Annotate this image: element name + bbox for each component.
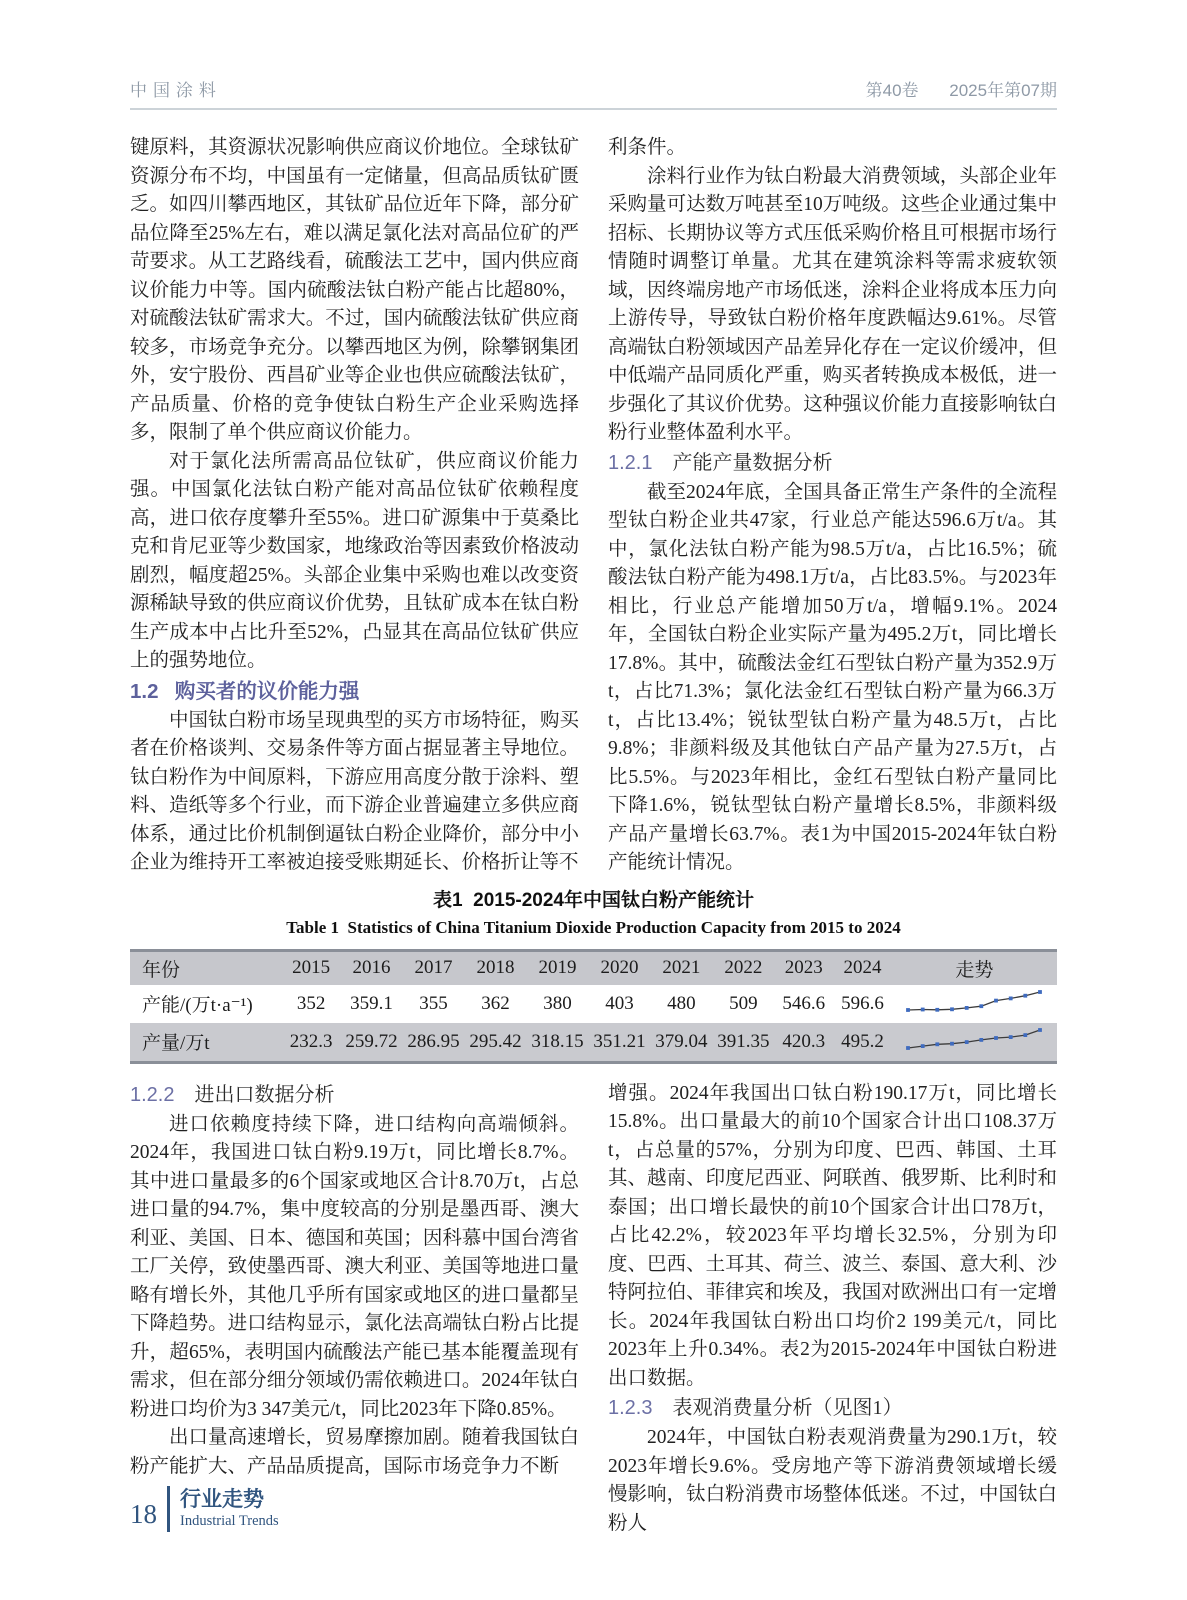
table-col-header: 2017 (414, 957, 453, 978)
table-cell: 509 (729, 992, 758, 1014)
paragraph: 中国钛白粉市场呈现典型的买方市场特征，购买者在价格谈判、交易条件等方面占据显著主导地位。钛白粉作为中间原料，下游应用高度分散于涂料、塑料、造纸等多个行业，而下游企业普遍建立多供应商体系，通过比价机制倒逼钛白粉企业降价，部分中小企业为维持开工率被迫接受账期延长、价格折让等不 (130, 709, 579, 873)
table-body (130, 985, 1057, 1063)
volume-label: 第40卷 (865, 81, 919, 100)
heading-number: 1.2.2 (130, 1083, 175, 1106)
page-footer (130, 1486, 279, 1532)
header-rule (130, 108, 1057, 110)
table-cell: 351.21 (593, 1030, 646, 1052)
table-col-header: 2018 (476, 957, 515, 978)
column-left (130, 1080, 579, 1539)
table-col-header: 2016 (352, 957, 391, 978)
table-row-label: 产能/(万t·a⁻¹) (142, 995, 253, 1016)
table-cell: 403 (605, 992, 634, 1014)
table-cell: 391.35 (717, 1030, 770, 1052)
table-cell: 495.2 (841, 1030, 884, 1052)
paragraph: 对于氯化法所需高品位钛矿，供应商议价能力强。中国氯化法钛白粉产能对高品位钛矿依赖程度高，进口依存度攀升至55%。进口矿源集中于莫桑比克和肯尼亚等少数国家，地缘政治等因素致价格波动剧烈，幅度超25%。头部企业集中采购也难以改变资源稀缺导致的供应商议价优势，且钛矿成本在钛白粉生产成本中占比升至52%，凸显其在高品位钛矿供应上的强势地位。 (130, 450, 579, 671)
table-cell: 259.72 (345, 1030, 398, 1052)
table-cell: 420.3 (782, 1030, 826, 1052)
heading-text: 购买者的议价能力强 (174, 679, 360, 703)
capacity-table (130, 949, 1057, 1064)
issue-number: 2025年第07期 (949, 81, 1057, 100)
table-col-header: 2021 (662, 957, 701, 978)
table-cell: 362 (481, 992, 510, 1014)
column-right (608, 134, 1057, 878)
heading-number: 1.2.1 (608, 451, 653, 474)
footer-divider (167, 1486, 170, 1532)
trend-sparkline (892, 1023, 1057, 1063)
issue-info (866, 76, 1057, 101)
table-cell: 380 (543, 992, 572, 1014)
footer-section (180, 1488, 279, 1530)
section-heading-1-2-1 (608, 449, 1057, 478)
table-header-row (130, 950, 1057, 985)
heading-text: 表观消费量分析（见图1） (672, 1397, 903, 1419)
paragraph: 截至2024年底，全国具备正常生产条件的全流程型钛白粉企业共47家，行业总产能达596.6万t/a。其中，氯化法钛白粉产能为98.5万t/a，占比16.5%；硫酸法钛白粉产能为498.1万t/a，占比83.5%。与2023年相比，行业总产能增加50万t/a，增幅9.1%。2024年，全国钛白粉企业实际产量为495.2万t，同比增长17.8%。其中，硫酸法金红石型钛白粉产量为352.9万t，占比71.3%；氯化法金红石型钛白粉产量为66.3万t，占比13.4%；锐钛型钛白粉产量为48.5万t，占比9.8%；非颜料级及其他钛白产品产量为27.5万t，占比5.5%。与2023年相比，金红石型钛白粉产量同比下降1.6%，锐钛型钛白粉产量增长8.5%，非颜料级产品产量增长63.7%。表1为中国2015-2024年钛白粉产能统计情况。 (608, 481, 1057, 873)
table-title-cn: 表1 2015-2024年中国钛白粉产能统计 (433, 889, 754, 911)
table-col-header: 2019 (538, 957, 577, 978)
table-cell: 596.6 (841, 992, 884, 1014)
table-cell: 379.04 (655, 1030, 708, 1052)
table-cell: 355 (419, 992, 448, 1014)
paragraph: 涂料行业作为钛白粉最大消费领域，头部企业年采购量可达数万吨甚至10万吨级。这些企业通过集中招标、长期协议等方式压低采购价格且可根据市场行情随时调整订单量。尤其在建筑涂料等需求疲软领域，因终端房地产市场低迷，涂料企业将成本压力向上游传导，导致钛白粉价格年度跌幅达9.61%。尽管高端钛白粉领域因产品差异化存在一定议价缓冲，但中低端产品同质化严重，购买者转换成本极低，进一步强化了其议价优势。这种强议价能力直接影响钛白粉行业整体盈利水平。 (608, 165, 1057, 443)
table-cell: 232.3 (289, 1030, 333, 1052)
table-cell: 286.95 (407, 1030, 460, 1052)
table-col-header-year: 年份 (142, 959, 181, 981)
body-top (130, 134, 1057, 878)
footer-section-en: Industrial Trends (180, 1513, 279, 1529)
paragraph: 出口量高速增长，贸易摩擦加剧。随着我国钛白粉产能扩大、产品品质提高，国际市场竞争力不断 (130, 1427, 579, 1477)
paragraph: 增强。2024年我国出口钛白粉190.17万t，同比增长15.8%。出口量最大的前10个国家合计出口108.37万t，占总量的57%，分别为印度、巴西、韩国、土耳其、越南、印度尼西亚、阿联酋、俄罗斯、比利时和泰国；出口增长最快的前10个国家合计出口78万t，占比42.2%，较2023年平均增长32.5%，分别为印度、巴西、土耳其、荷兰、波兰、泰国、意大利、沙特阿拉伯、菲律宾和埃及，我国对欧洲出口有一定增长。2024年我国钛白粉出口均价2 199美元/t，同比2023年上升0.34%。表2为2015-2024年中国钛白粉进出口数据。 (608, 1082, 1057, 1389)
table-cell: 352 (296, 992, 326, 1014)
table-title-en: Table 1 Statistics of China Titanium Dioxide Production Capacity from 2015 to 2024 (286, 917, 901, 937)
sparkline-chart (902, 1026, 1046, 1052)
page-header (130, 76, 1057, 101)
heading-text: 进出口数据分析 (194, 1083, 335, 1106)
column-right (608, 1080, 1057, 1539)
table-col-header: 2023 (784, 957, 823, 978)
paragraph: 键原料，其资源状况影响供应商议价地位。全球钛矿资源分布不均，中国虽有一定储量，但高品质钛矿匮乏。如四川攀西地区，其钛矿品位近年下降，部分矿品位降至25%左右，难以满足氯化法对高品位矿的严苛要求。从工艺路线看，硫酸法工艺中，国内供应商议价能力中等。国内硫酸法钛白粉产能占比超80%，对硫酸法钛矿需求大。不过，国内硫酸法钛矿供应商较多，市场竞争充分。以攀西地区为例，除攀钢集团外，安宁股份、西昌矿业等企业也供应硫酸法钛矿，产品质量、价格的竞争使钛白粉生产企业采购选择多，限制了单个供应商议价能力。 (130, 137, 579, 443)
table-cell: 295.42 (469, 1030, 522, 1052)
table-cell: 318.15 (531, 1030, 584, 1052)
paragraph: 利条件。 (608, 137, 687, 158)
table-cell: 546.6 (782, 992, 826, 1014)
table1-block (130, 888, 1057, 1064)
footer-section-cn: 行业走势 (180, 1488, 264, 1511)
table-cell: 480 (667, 992, 696, 1014)
section-heading-1-2-3 (608, 1394, 1057, 1423)
table-col-header: 2020 (600, 957, 639, 978)
trend-sparkline (892, 985, 1057, 1023)
table-col-header: 2022 (724, 957, 763, 978)
heading-number: 1.2.3 (608, 1397, 653, 1419)
table-row (130, 985, 1057, 1023)
section-heading-1-2 (130, 677, 579, 706)
table-col-header-trend: 走势 (955, 959, 994, 981)
heading-number: 1.2 (130, 679, 159, 703)
page-number: 18 (130, 1498, 157, 1529)
paragraph: 2024年，中国钛白粉表观消费量为290.1万t，较2023年增长9.6%。受房地产等下游消费领域增长缓慢影响，钛白粉消费市场整体低迷。不过，中国钛白粉人 (608, 1427, 1057, 1534)
sparkline-chart (902, 988, 1046, 1014)
table-cell: 359.1 (350, 992, 393, 1014)
paragraph: 进口依赖度持续下降，进口结构向高端倾斜。2024年，我国进口钛白粉9.19万t，同比增长8.7%。其中进口量最多的6个国家或地区合计8.70万t，占总进口量的94.7%，集中度较高的分别是墨西哥、澳大利亚、美国、日本、德国和英国；因科慕中国台湾省工厂关停，致使墨西哥、澳大利亚、美国等地进口量略有增长外，其他几乎所有国家或地区的进口量都呈下降趋势。进口结构显示，氯化法高端钛白粉占比提升，超65%，表明国内硫酸法产能已基本能覆盖现有需求，但在部分细分领域仍需依赖进口。2024年钛白粉进口均价为3 347美元/t，同比2023年下降0.85%。 (130, 1113, 579, 1420)
column-left (130, 134, 579, 878)
table-col-header: 2024 (843, 957, 882, 978)
journal-title: 中国涂料 (130, 81, 222, 100)
table-row (130, 1023, 1057, 1063)
heading-text: 产能产量数据分析 (672, 451, 833, 474)
table-row-label: 产量/万t (142, 1033, 210, 1054)
body-bottom (130, 1080, 1057, 1539)
table-col-header: 2015 (292, 957, 331, 978)
section-heading-1-2-2 (130, 1081, 579, 1110)
